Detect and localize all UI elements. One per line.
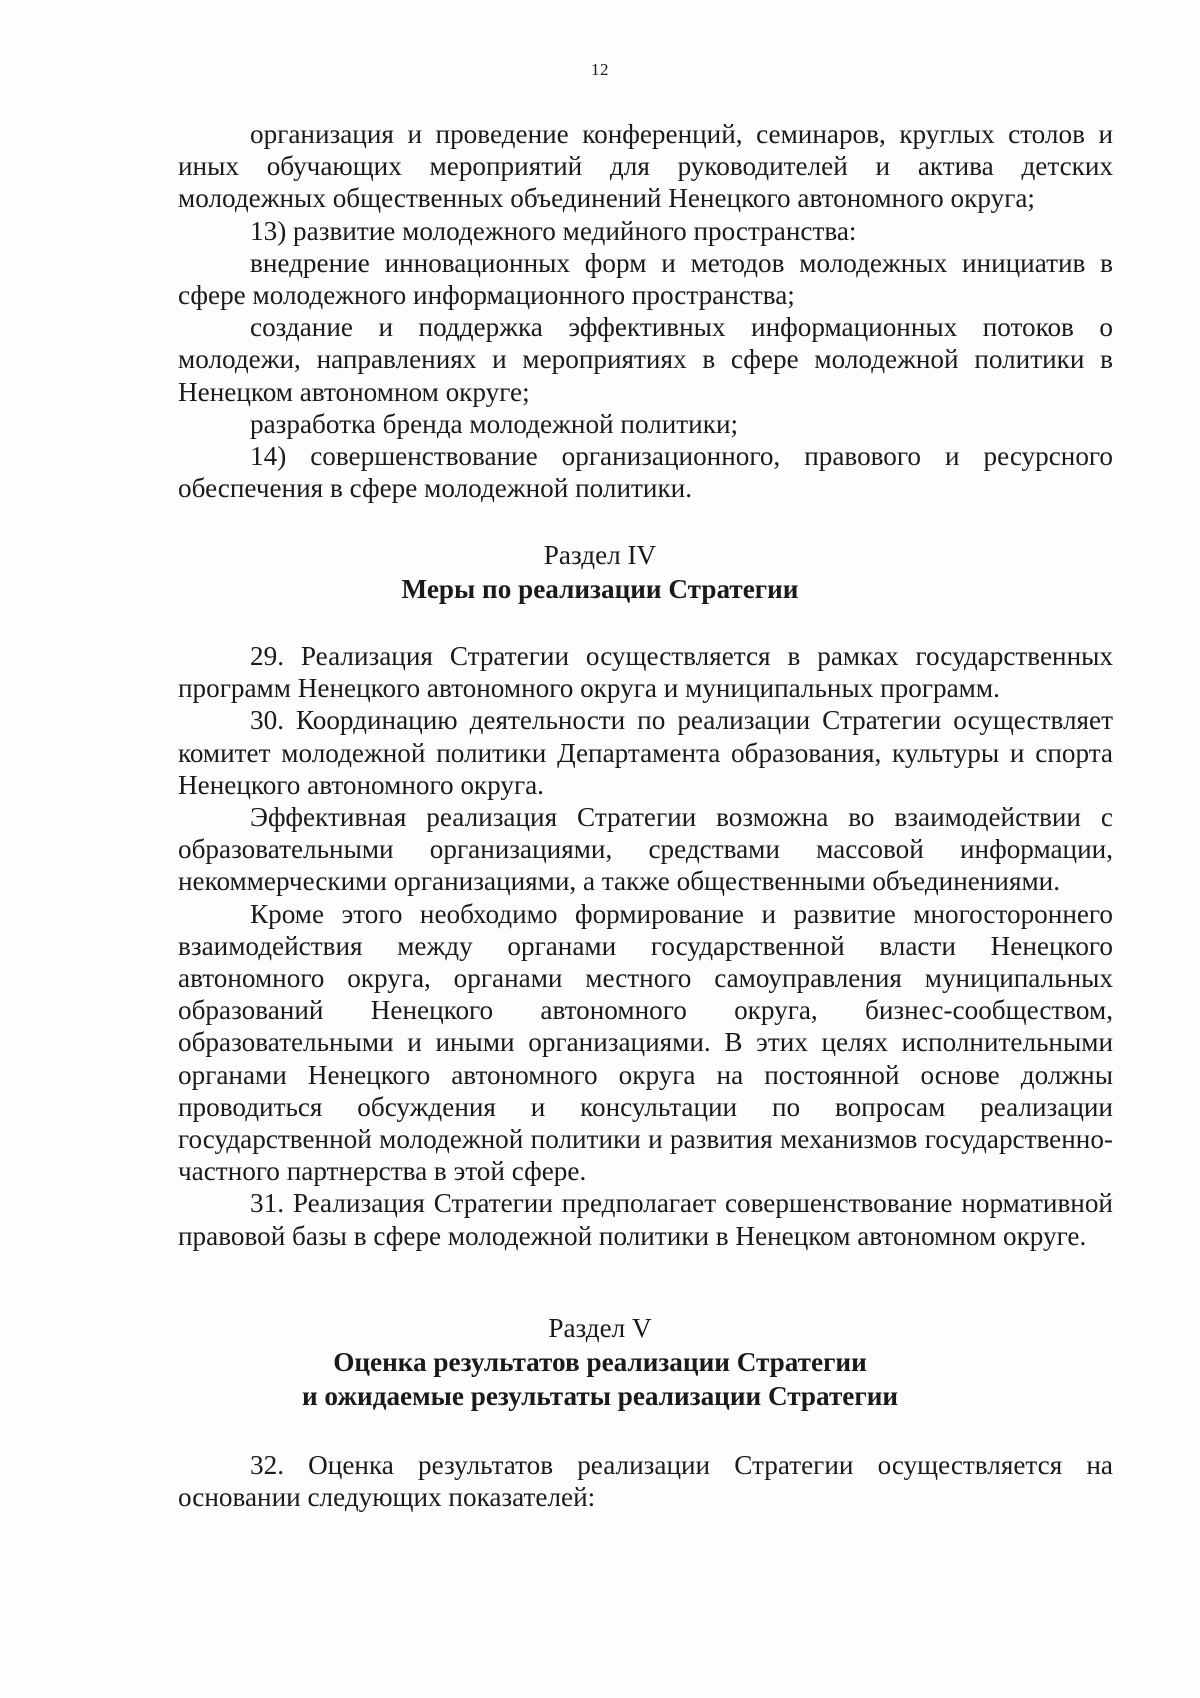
section-5-body [178, 1449, 1113, 1513]
paragraph: внедрение инновационных форм и методов молодежных инициатив в сфере молодежного информационного пространства; [178, 247, 1113, 311]
list-continuation [178, 118, 1113, 504]
page-number: 12 [591, 60, 609, 79]
paragraph: 29. Реализация Стратегии осуществляется в рамках государственных программ Ненецкого автономного округа и муниципальных программ. [178, 641, 1113, 704]
section-label: Раздел IV [543, 540, 657, 570]
paragraph: организация и проведение конференций, семинаров, круглых столов и иных обучающих мероприятий для руководителей и актива детских молодежных общественных объединений Ненецкого автономного округа; [178, 119, 1113, 214]
paragraph: 31. Реализация Стратегии предполагает совершенствование нормативной правовой базы в сфере молодежной политики в Ненецком автономном округе. [178, 1188, 1113, 1251]
section-heading-4 [0, 538, 1200, 606]
paragraph: разработка бренда молодежной политики; [250, 408, 739, 439]
paragraph: 30. Координацию деятельности по реализации Стратегии осуществляет комитет молодежной политики Департамента образования, культуры и спорта Ненецкого автономного округа. [178, 705, 1113, 800]
section-title-line-2: и ожидаемые результаты реализации Стратегии [301, 1381, 899, 1411]
section-heading-5 [0, 1311, 1200, 1413]
section-label: Раздел V [548, 1313, 652, 1343]
paragraph: Кроме этого необходимо формирование и развитие многостороннего взаимодействия между органами государственной власти Ненецкого автономного округа, органами местного самоуправления муниципальных образований Ненецкого автономного округа, бизнес-сообществом, образовательными и иными организациями. В этих целях исполнительными органами Ненецкого автономного округа на постоянной основе должны проводиться обсуждения и консультации по вопросам реализации государственной молодежной политики и развития механизмов государственно-частного партнерства в этой сфере. [178, 898, 1113, 1187]
section-4-body [178, 640, 1113, 1252]
paragraph: 13) развитие молодежного медийного пространства: [250, 215, 857, 246]
paragraph: 32. Оценка результатов реализации Стратегии осуществляется на основании следующих показателей: [178, 1450, 1113, 1513]
section-title: Меры по реализации Стратегии [401, 574, 799, 604]
paragraph: Эффективная реализация Стратегии возможна во взаимодействии с образовательными организациями, средствами массовой информации, некоммерческими организациями, а также общественными объединениями. [178, 802, 1113, 897]
paragraph: 14) совершенствование организационного, правового и ресурсного обеспечения в сфере молодежной политики. [178, 441, 1113, 504]
section-title-line-1: Оценка результатов реализации Стратегии [333, 1347, 867, 1377]
paragraph: создание и поддержка эффективных информационных потоков о молодежи, направлениях и мероприятиях в сфере молодежной политики в Ненецком автономном округе; [178, 312, 1113, 407]
